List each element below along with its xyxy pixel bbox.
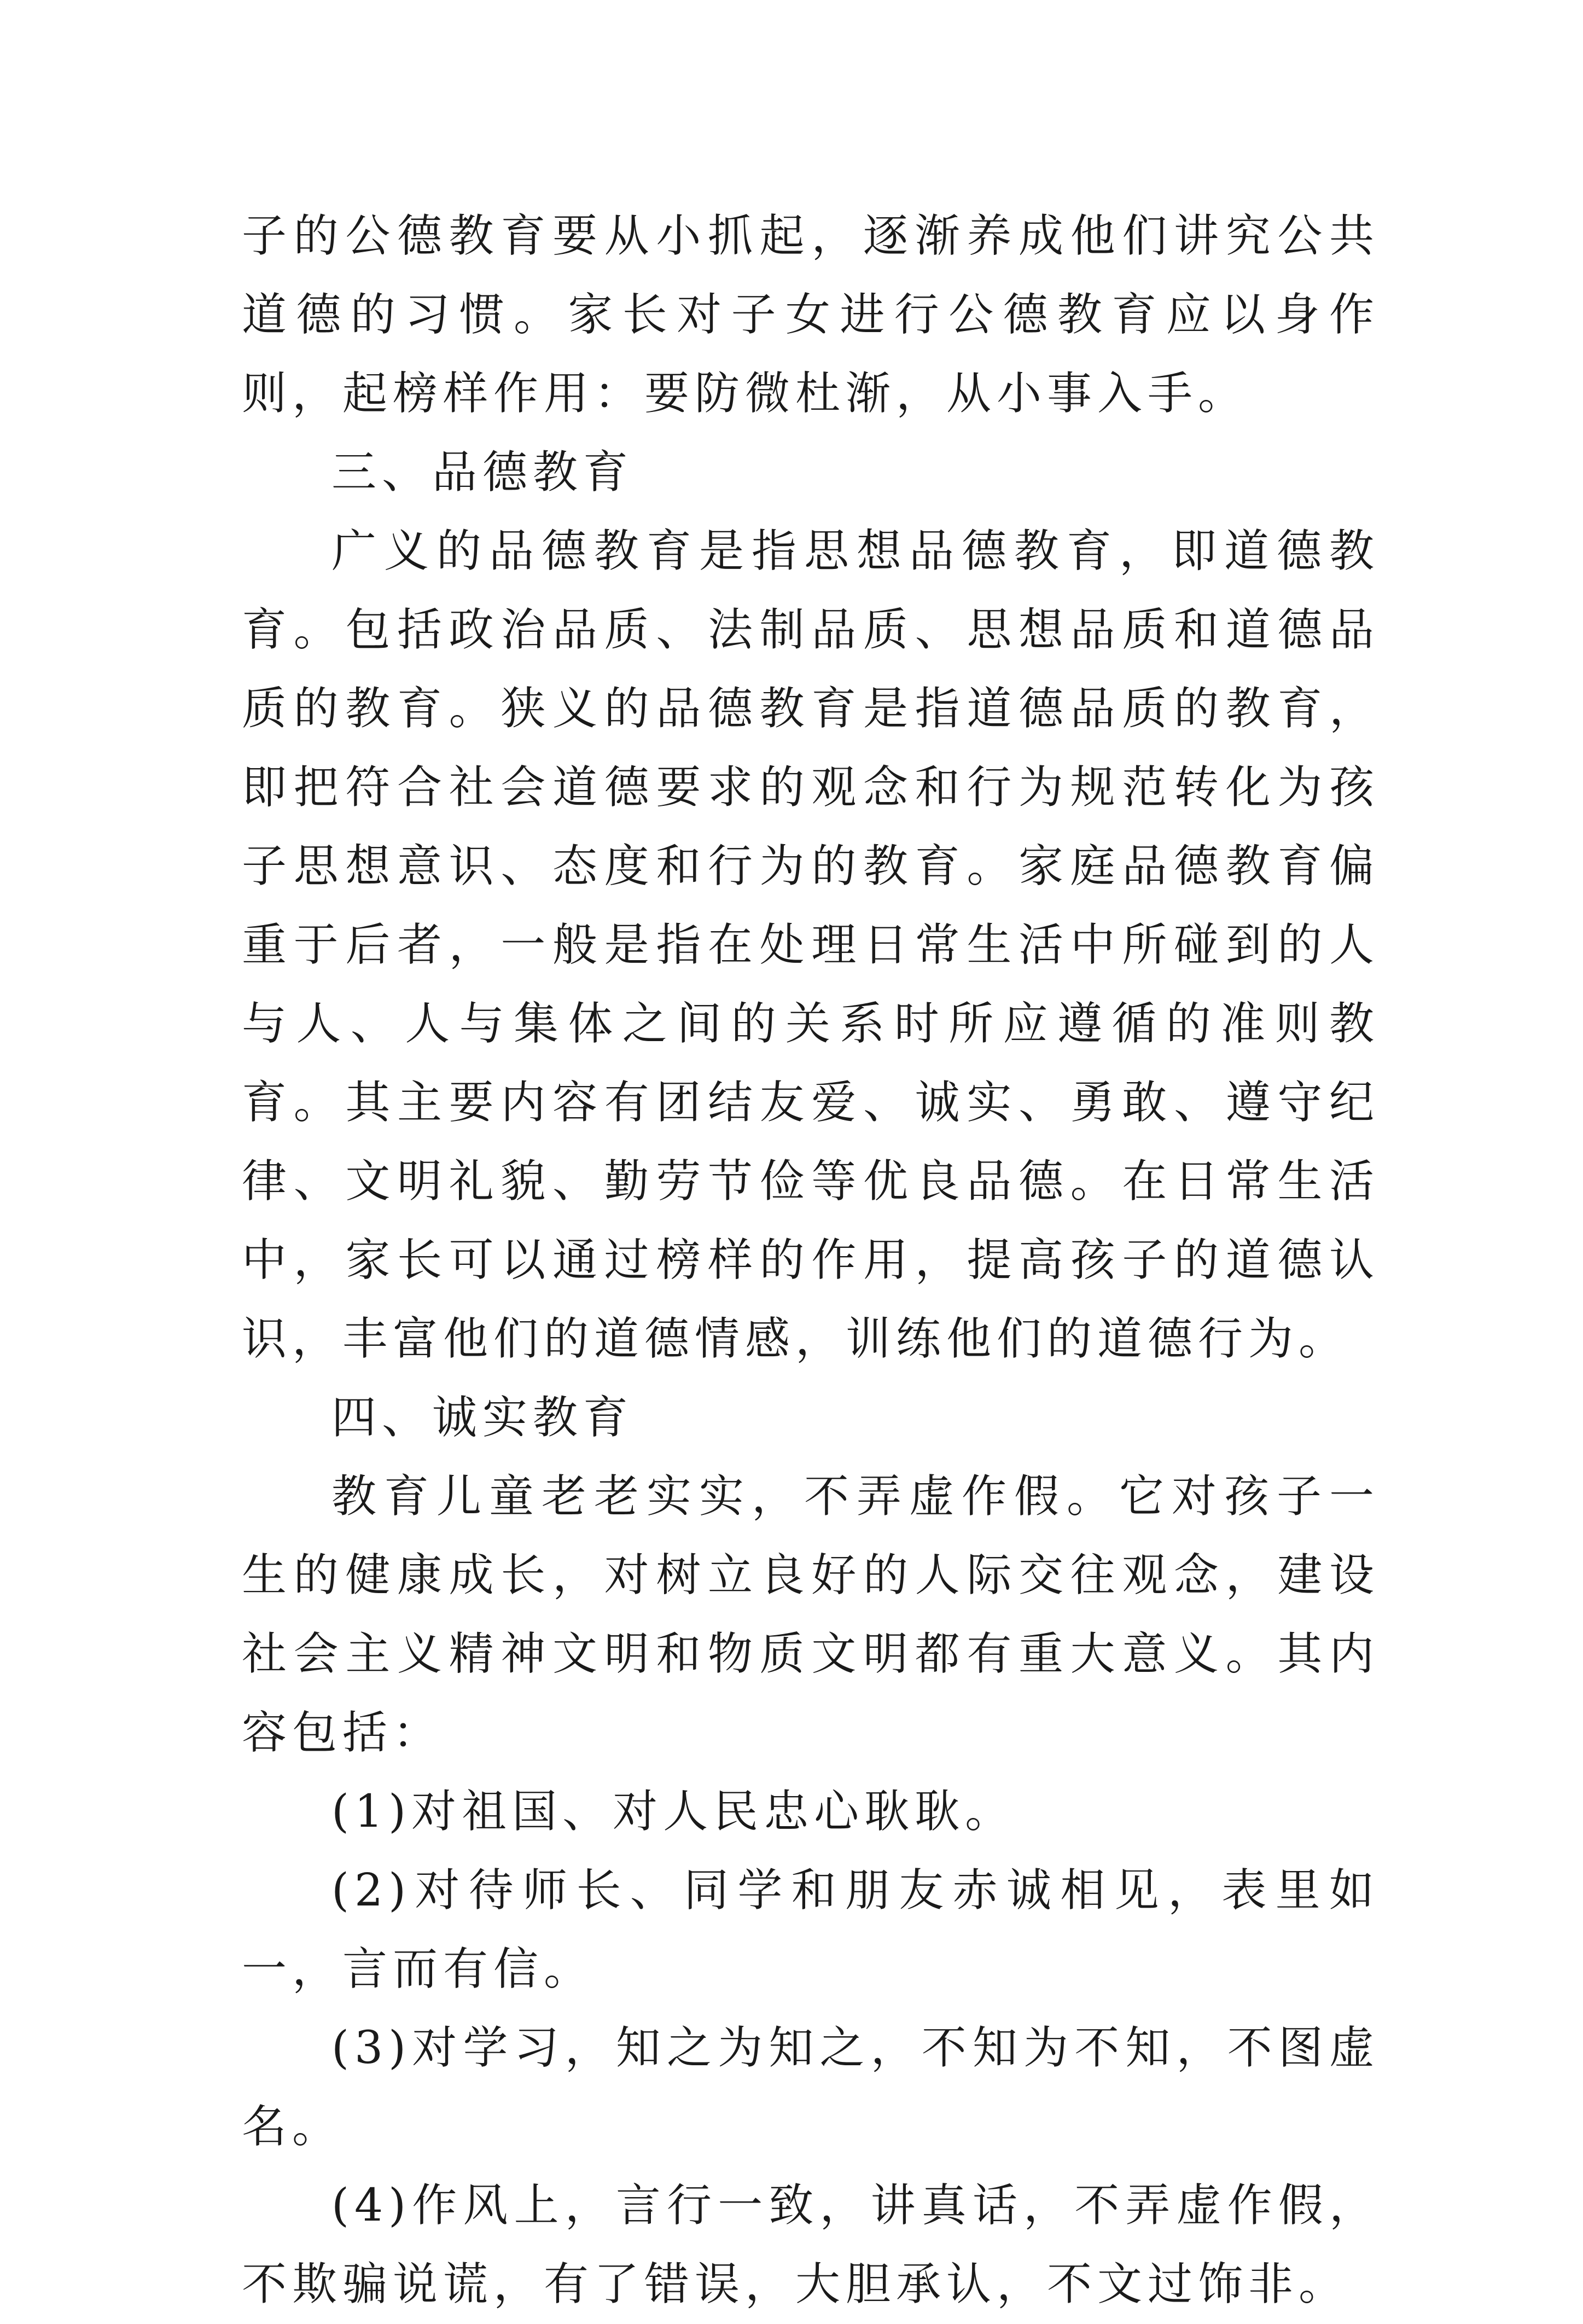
list-item-3: (3)对学习，知之为知之，不知为不知，不图虚名。 — [242, 2022, 1380, 2153]
paragraph-character-education: 广义的品德教育是指思想品德教育，即道德教育。包括政治品质、法制品质、思想品质和道德品质的教育。狭义的品德教育是指道德品质的教育，即把符合社会道德要求的观念和行为规范转化为孩子思想意识、态度和行为的教育。家庭品德教育偏重于后者，一般是指在处理日常生活中所碰到的人与人、人与集体之间的关系时所应遵循的准则教育。其主要内容有团结友爱、诚实、勇敢、遵守纪律、文明礼貌、勤劳节俭等优良品德。在日常生活中，家长可以通过榜样的作用，提高孩子的道德认识，丰富他们的道德情感，训练他们的道德行为。 — [242, 525, 1380, 1365]
list-item-4: (4)作风上，言行一致，讲真话，不弄虚作假，不欺骗说谎，有了错误，大胆承认，不文过饰非。 — [242, 2180, 1380, 2310]
document-body — [242, 197, 1380, 2324]
list-item-1: (1)对祖国、对人民忠心耿耿。 — [331, 1786, 1016, 1838]
paragraph-continuation: 子的公德教育要从小抓起，逐渐养成他们讲究公共道德的习惯。家长对子女进行公德教育应以身作则，起榜样作用：要防微杜渐，从小事入手。 — [242, 210, 1380, 420]
section-heading-honesty-education: 四、诚实教育 — [331, 1392, 634, 1444]
section-heading-character-education: 三、品德教育 — [331, 446, 634, 498]
list-item-2: (2)对待师长、同学和朋友赤诚相见，表里如一，言而有信。 — [242, 1864, 1380, 1995]
paragraph-honesty-education: 教育儿童老老实实，不弄虚作假。它对孩子一生的健康成长，对树立良好的人际交往观念，建设社会主义精神文明和物质文明都有重大意义。其内容包括： — [242, 1471, 1380, 1759]
